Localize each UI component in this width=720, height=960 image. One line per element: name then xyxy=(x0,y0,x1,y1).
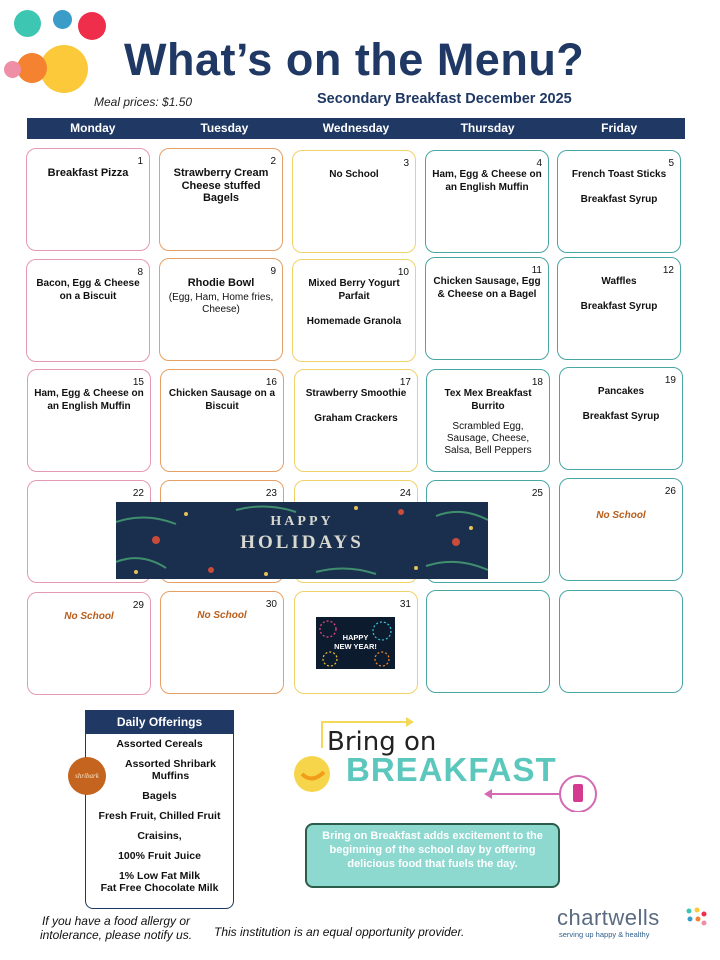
menu-item: No School xyxy=(197,610,247,621)
list-item: 100% Fruit Juice xyxy=(118,850,201,862)
allergy-notice: If you have a food allergy or intolerance, please notify us. xyxy=(39,914,193,942)
promo-description: Bring on Breakfast adds excitement to the beginning of the school day by offering delicious food that fuels the day. xyxy=(305,823,560,888)
day-number: 23 xyxy=(265,488,277,499)
holiday-line-2: HOLIDAYS xyxy=(240,532,364,553)
calendar-day xyxy=(292,259,416,362)
day-number: 18 xyxy=(531,377,543,388)
calendar-day xyxy=(426,369,550,472)
shribark-logo: shribark xyxy=(68,757,106,795)
menu-item: Breakfast Pizza xyxy=(47,167,129,179)
menu-item: Strawberry Smoothie Graham Crackers xyxy=(305,388,407,424)
decor-dot-blue xyxy=(53,10,72,29)
new-year-line-2: NEW YEAR! xyxy=(334,642,377,651)
decor-dot-teal xyxy=(14,10,41,37)
day-wednesday: Wednesday xyxy=(322,121,390,135)
menu-item: No School xyxy=(596,510,646,521)
breakfast-text: BREAKFAST xyxy=(346,751,557,788)
list-item: Assorted Shribark Muffins xyxy=(124,758,217,782)
menu-item: Ham, Egg & Cheese on an English Muffin xyxy=(34,388,144,412)
menu-item-detail: (Egg, Ham, Home fries, Cheese) xyxy=(168,291,274,315)
menu-item: Tex Mex Breakfast Burrito xyxy=(444,388,532,412)
day-friday: Friday xyxy=(601,121,638,135)
calendar-day xyxy=(159,258,283,361)
calendar-day xyxy=(557,257,681,360)
weekday-header xyxy=(27,118,685,139)
calendar-day xyxy=(292,150,416,253)
list-item: Assorted Cereals xyxy=(116,738,203,750)
day-number: 8 xyxy=(137,267,143,278)
daily-offerings-list xyxy=(86,734,233,894)
day-number: 10 xyxy=(397,267,409,278)
calendar-day xyxy=(26,259,150,362)
list-item: 1% Low Fat Milk Fat Free Chocolate Milk xyxy=(100,870,219,894)
meal-prices: Meal prices: $1.50 xyxy=(94,95,193,109)
menu-item: Chicken Sausage on a Biscuit xyxy=(168,388,276,412)
logo-name: chartwells xyxy=(557,905,660,930)
day-number: 2 xyxy=(270,156,276,167)
calendar-day xyxy=(26,148,150,251)
list-item: Craisins, xyxy=(137,830,182,842)
menu-item-detail: Scrambled Egg, Sausage, Cheese, Salsa, Bell Peppers xyxy=(444,421,532,456)
day-number: 5 xyxy=(668,158,674,169)
day-number: 12 xyxy=(662,265,674,276)
day-number: 11 xyxy=(531,265,542,276)
menu-item: French Toast Sticks Breakfast Syrup xyxy=(571,169,667,205)
day-number: 25 xyxy=(531,488,543,499)
new-year-text xyxy=(316,633,395,651)
menu-item: Waffles Breakfast Syrup xyxy=(580,276,658,312)
menu-item: No School xyxy=(64,611,114,622)
page-title: What’s on the Menu? xyxy=(124,34,585,85)
daily-offerings-title: Daily Offerings xyxy=(86,711,233,734)
equal-opportunity-notice: This institution is an equal opportunity provider. xyxy=(214,925,465,939)
happy-holidays-banner xyxy=(116,502,488,579)
calendar-day xyxy=(159,148,283,251)
decor-dot-pink xyxy=(4,61,21,78)
menu-subtitle: Secondary Breakfast December 2025 xyxy=(317,91,572,107)
bring-on-text: Bring on xyxy=(327,727,437,757)
calendar-day xyxy=(425,150,549,253)
day-number: 1 xyxy=(137,156,143,167)
happy-new-year-image xyxy=(316,617,395,669)
day-number: 30 xyxy=(265,599,277,610)
day-number: 19 xyxy=(664,375,676,386)
menu-item: Chicken Sausage, Egg & Cheese on a Bagel xyxy=(433,276,541,300)
decor-dot-red xyxy=(78,12,106,40)
menu-item: Mixed Berry Yogurt Parfait Homemade Granola xyxy=(306,278,402,327)
decor-dot-yellow xyxy=(40,45,88,93)
calendar-day xyxy=(559,478,683,581)
new-year-line-1: HAPPY xyxy=(342,633,369,642)
calendar-day xyxy=(426,590,550,693)
calendar-day xyxy=(425,257,549,360)
calendar-day xyxy=(27,369,151,472)
day-number: 17 xyxy=(399,377,411,388)
calendar-day xyxy=(160,591,284,694)
calendar-day xyxy=(559,590,683,693)
calendar-day xyxy=(160,369,284,472)
day-monday: Monday xyxy=(70,121,116,135)
day-number: 4 xyxy=(536,158,542,169)
calendar-day xyxy=(557,150,681,253)
menu-item: Strawberry Cream Cheese stuffed Bagels xyxy=(173,167,269,204)
day-number: 31 xyxy=(399,599,411,610)
menu-item: Ham, Egg & Cheese on an English Muffin xyxy=(432,169,542,193)
decor-dot-orange xyxy=(17,53,47,83)
list-item: Bagels xyxy=(142,790,177,802)
day-number: 29 xyxy=(132,600,144,611)
calendar-day xyxy=(27,592,151,695)
day-number: 15 xyxy=(132,377,144,388)
logo-tagline: serving up happy & healthy xyxy=(559,930,650,939)
menu-item: Rhodie Bowl xyxy=(187,277,255,289)
day-number: 16 xyxy=(265,377,277,388)
menu-item: Bacon, Egg & Cheese on a Biscuit xyxy=(36,278,140,302)
logo-dots-icon xyxy=(685,907,707,929)
chartwells-logo xyxy=(557,905,660,939)
day-number: 24 xyxy=(399,488,411,499)
list-item: Fresh Fruit, Chilled Fruit xyxy=(98,810,221,822)
calendar-day xyxy=(559,367,683,470)
day-number: 22 xyxy=(132,488,144,499)
menu-item: Pancakes Breakfast Syrup xyxy=(582,386,660,422)
day-number: 9 xyxy=(270,266,276,277)
day-thursday: Thursday xyxy=(460,121,515,135)
holiday-line-1: HAPPY xyxy=(270,514,334,529)
day-tuesday: Tuesday xyxy=(200,121,249,135)
menu-item: No School xyxy=(329,169,379,180)
calendar-day xyxy=(294,369,418,472)
day-number: 26 xyxy=(664,486,676,497)
day-number: 3 xyxy=(403,158,409,169)
daily-offerings-box xyxy=(85,710,234,909)
